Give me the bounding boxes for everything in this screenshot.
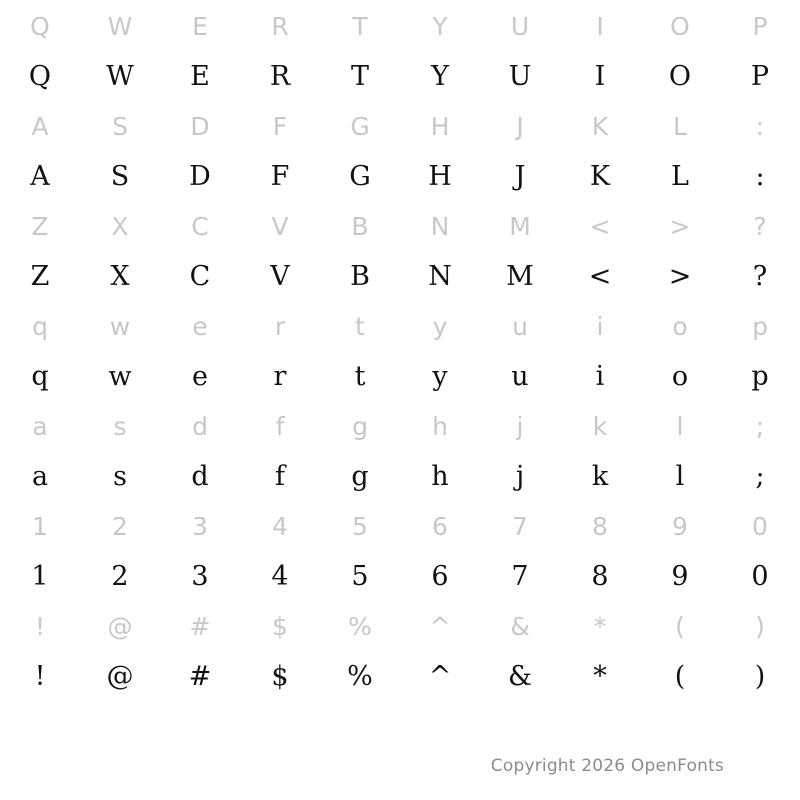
glyph-cell: C [191,212,209,241]
glyph-cell: 9 [671,561,689,592]
glyph-cell: X [111,212,129,241]
glyph-cell: ? [752,261,768,292]
glyph-cell: N [430,212,450,241]
rendered-row [0,52,800,102]
sample-row [0,102,800,152]
rendered-row [0,152,800,202]
glyph-cell: L [673,112,687,141]
rendered-row [0,352,800,402]
glyph-cell: 9 [672,512,688,541]
glyph-cell: B [350,261,370,292]
glyph-cell: % [347,661,373,692]
glyph-cell: > [669,212,691,241]
glyph-cell: D [190,112,210,141]
glyph-cell: R [271,12,289,41]
glyph-cell: e [192,312,208,341]
glyph-cell: a [31,461,49,492]
glyph-cell: ! [34,661,46,692]
glyph-cell: ) [754,661,766,692]
glyph-cell: l [675,461,685,492]
glyph-cell: A [31,112,49,141]
glyph-cell: Y [431,61,449,92]
glyph-cell: t [354,361,366,392]
glyph-cell: 5 [352,512,368,541]
glyph-cell: G [350,112,370,141]
glyph-cell: 0 [752,512,768,541]
glyph-cell: J [516,112,524,141]
glyph-cell: 1 [32,512,48,541]
glyph-cell: T [350,61,369,92]
glyph-cell: ^ [429,612,451,641]
glyph-cell: r [274,312,286,341]
glyph-cell: 1 [31,561,49,592]
glyph-cell: E [192,12,208,41]
glyph-cell: d [191,461,209,492]
glyph-cell: Q [30,12,50,41]
glyph-cell: 5 [351,561,369,592]
glyph-cell: U [510,12,530,41]
glyph-cell: w [108,361,132,392]
glyph-cell: g [351,461,369,492]
glyph-cell: h [432,412,448,441]
glyph-cell: > [668,261,692,292]
glyph-cell: o [672,312,688,341]
glyph-cell: y [432,361,448,392]
glyph-cell: % [348,612,372,641]
glyph-cell: < [589,212,611,241]
glyph-cell: * [593,612,607,641]
glyph-cell: q [31,361,49,392]
sample-row [0,2,800,52]
glyph-cell: : [755,112,765,141]
glyph-cell: V [271,212,289,241]
glyph-cell: 2 [112,512,128,541]
glyph-cell: 6 [431,561,449,592]
glyph-cell: r [273,361,287,392]
glyph-cell: 4 [272,512,288,541]
glyph-cell: ( [675,612,685,641]
glyph-cell: o [671,361,689,392]
glyph-cell: Y [432,12,448,41]
glyph-cell: i [596,312,604,341]
rendered-row [0,652,800,702]
glyph-cell: d [192,412,208,441]
glyph-cell: C [189,261,211,292]
glyph-cell: Z [31,212,49,241]
glyph-cell: s [113,461,127,492]
glyph-cell: h [431,461,449,492]
glyph-cell: p [752,312,768,341]
glyph-cell: ? [753,212,767,241]
glyph-cell: A [30,161,50,192]
glyph-cell: a [32,412,48,441]
glyph-cell: u [511,361,529,392]
glyph-cell: L [671,161,689,192]
glyph-cell: t [355,312,365,341]
glyph-cell: * [593,661,607,692]
glyph-cell: < [588,261,612,292]
glyph-cell: k [591,461,609,492]
glyph-cell: 8 [591,561,609,592]
glyph-cell: l [676,412,684,441]
glyph-cell: k [592,412,608,441]
glyph-cell: y [432,312,448,341]
glyph-cell: M [506,261,534,292]
glyph-cell: 2 [111,561,129,592]
glyph-cell: ( [674,661,686,692]
glyph-cell: V [270,261,290,292]
glyph-cell: Z [30,261,50,292]
glyph-cell: W [106,61,134,92]
copyright-notice: Copyright 2026 OpenFonts [490,756,724,776]
glyph-cell: 6 [432,512,448,541]
glyph-cell: X [110,261,130,292]
glyph-cell: O [668,61,692,92]
sample-row [0,502,800,552]
glyph-cell: P [750,61,770,92]
glyph-cell: u [512,312,528,341]
glyph-cell: g [352,412,368,441]
glyph-cell: 7 [512,512,528,541]
glyph-cell: ! [34,612,46,641]
glyph-cell: F [270,161,290,192]
glyph-cell: ^ [428,661,452,692]
glyph-cell: E [190,61,210,92]
sample-row [0,202,800,252]
glyph-cell: j [515,461,525,492]
glyph-cell: P [752,12,768,41]
glyph-cell: ; [755,412,765,441]
glyph-cell: O [670,12,690,41]
glyph-cell: Q [28,61,52,92]
glyph-cell: F [272,112,288,141]
glyph-cell: K [589,161,611,192]
sample-row [0,602,800,652]
glyph-cell: ; [755,461,765,492]
glyph-cell: $ [272,612,288,641]
rendered-row [0,552,800,602]
glyph-cell: U [508,61,532,92]
glyph-cell: $ [271,661,289,692]
glyph-cell: I [596,12,604,41]
rendered-row [0,252,800,302]
glyph-cell: s [113,412,127,441]
glyph-cell: T [352,12,368,41]
glyph-cell: 3 [192,512,208,541]
glyph-cell: @ [107,612,133,641]
sample-row [0,402,800,452]
glyph-cell: : [755,161,765,192]
glyph-cell: & [510,612,530,641]
sample-row [0,302,800,352]
glyph-cell: H [428,161,452,192]
glyph-cell: 8 [592,512,608,541]
glyph-cell: H [430,112,450,141]
rendered-row [0,452,800,502]
glyph-cell: f [275,461,285,492]
glyph-cell: j [516,412,524,441]
glyph-cell: D [189,161,211,192]
glyph-cell: R [269,61,291,92]
glyph-cell: M [509,212,531,241]
glyph-cell: B [351,212,369,241]
glyph-cell: @ [106,661,134,692]
glyph-cell: I [594,61,606,92]
glyph-cell: S [112,112,128,141]
glyph-cell: # [188,661,212,692]
glyph-cell: e [192,361,208,392]
glyph-cell: K [591,112,609,141]
glyph-cell: G [349,161,371,192]
glyph-cell: W [107,12,133,41]
glyph-cell: w [109,312,131,341]
glyph-cell: ) [755,612,765,641]
glyph-cell: 7 [511,561,529,592]
glyph-cell: S [110,161,130,192]
glyph-cell: 0 [751,561,769,592]
glyph-cell: i [595,361,605,392]
glyph-cell: 4 [271,561,289,592]
glyph-cell: # [189,612,211,641]
glyph-cell: p [751,361,769,392]
glyph-cell: N [428,261,452,292]
glyph-cell: J [514,161,526,192]
glyph-cell: f [275,412,285,441]
glyph-cell: 3 [191,561,209,592]
glyph-cell: & [507,661,533,692]
glyph-cell: q [32,312,48,341]
